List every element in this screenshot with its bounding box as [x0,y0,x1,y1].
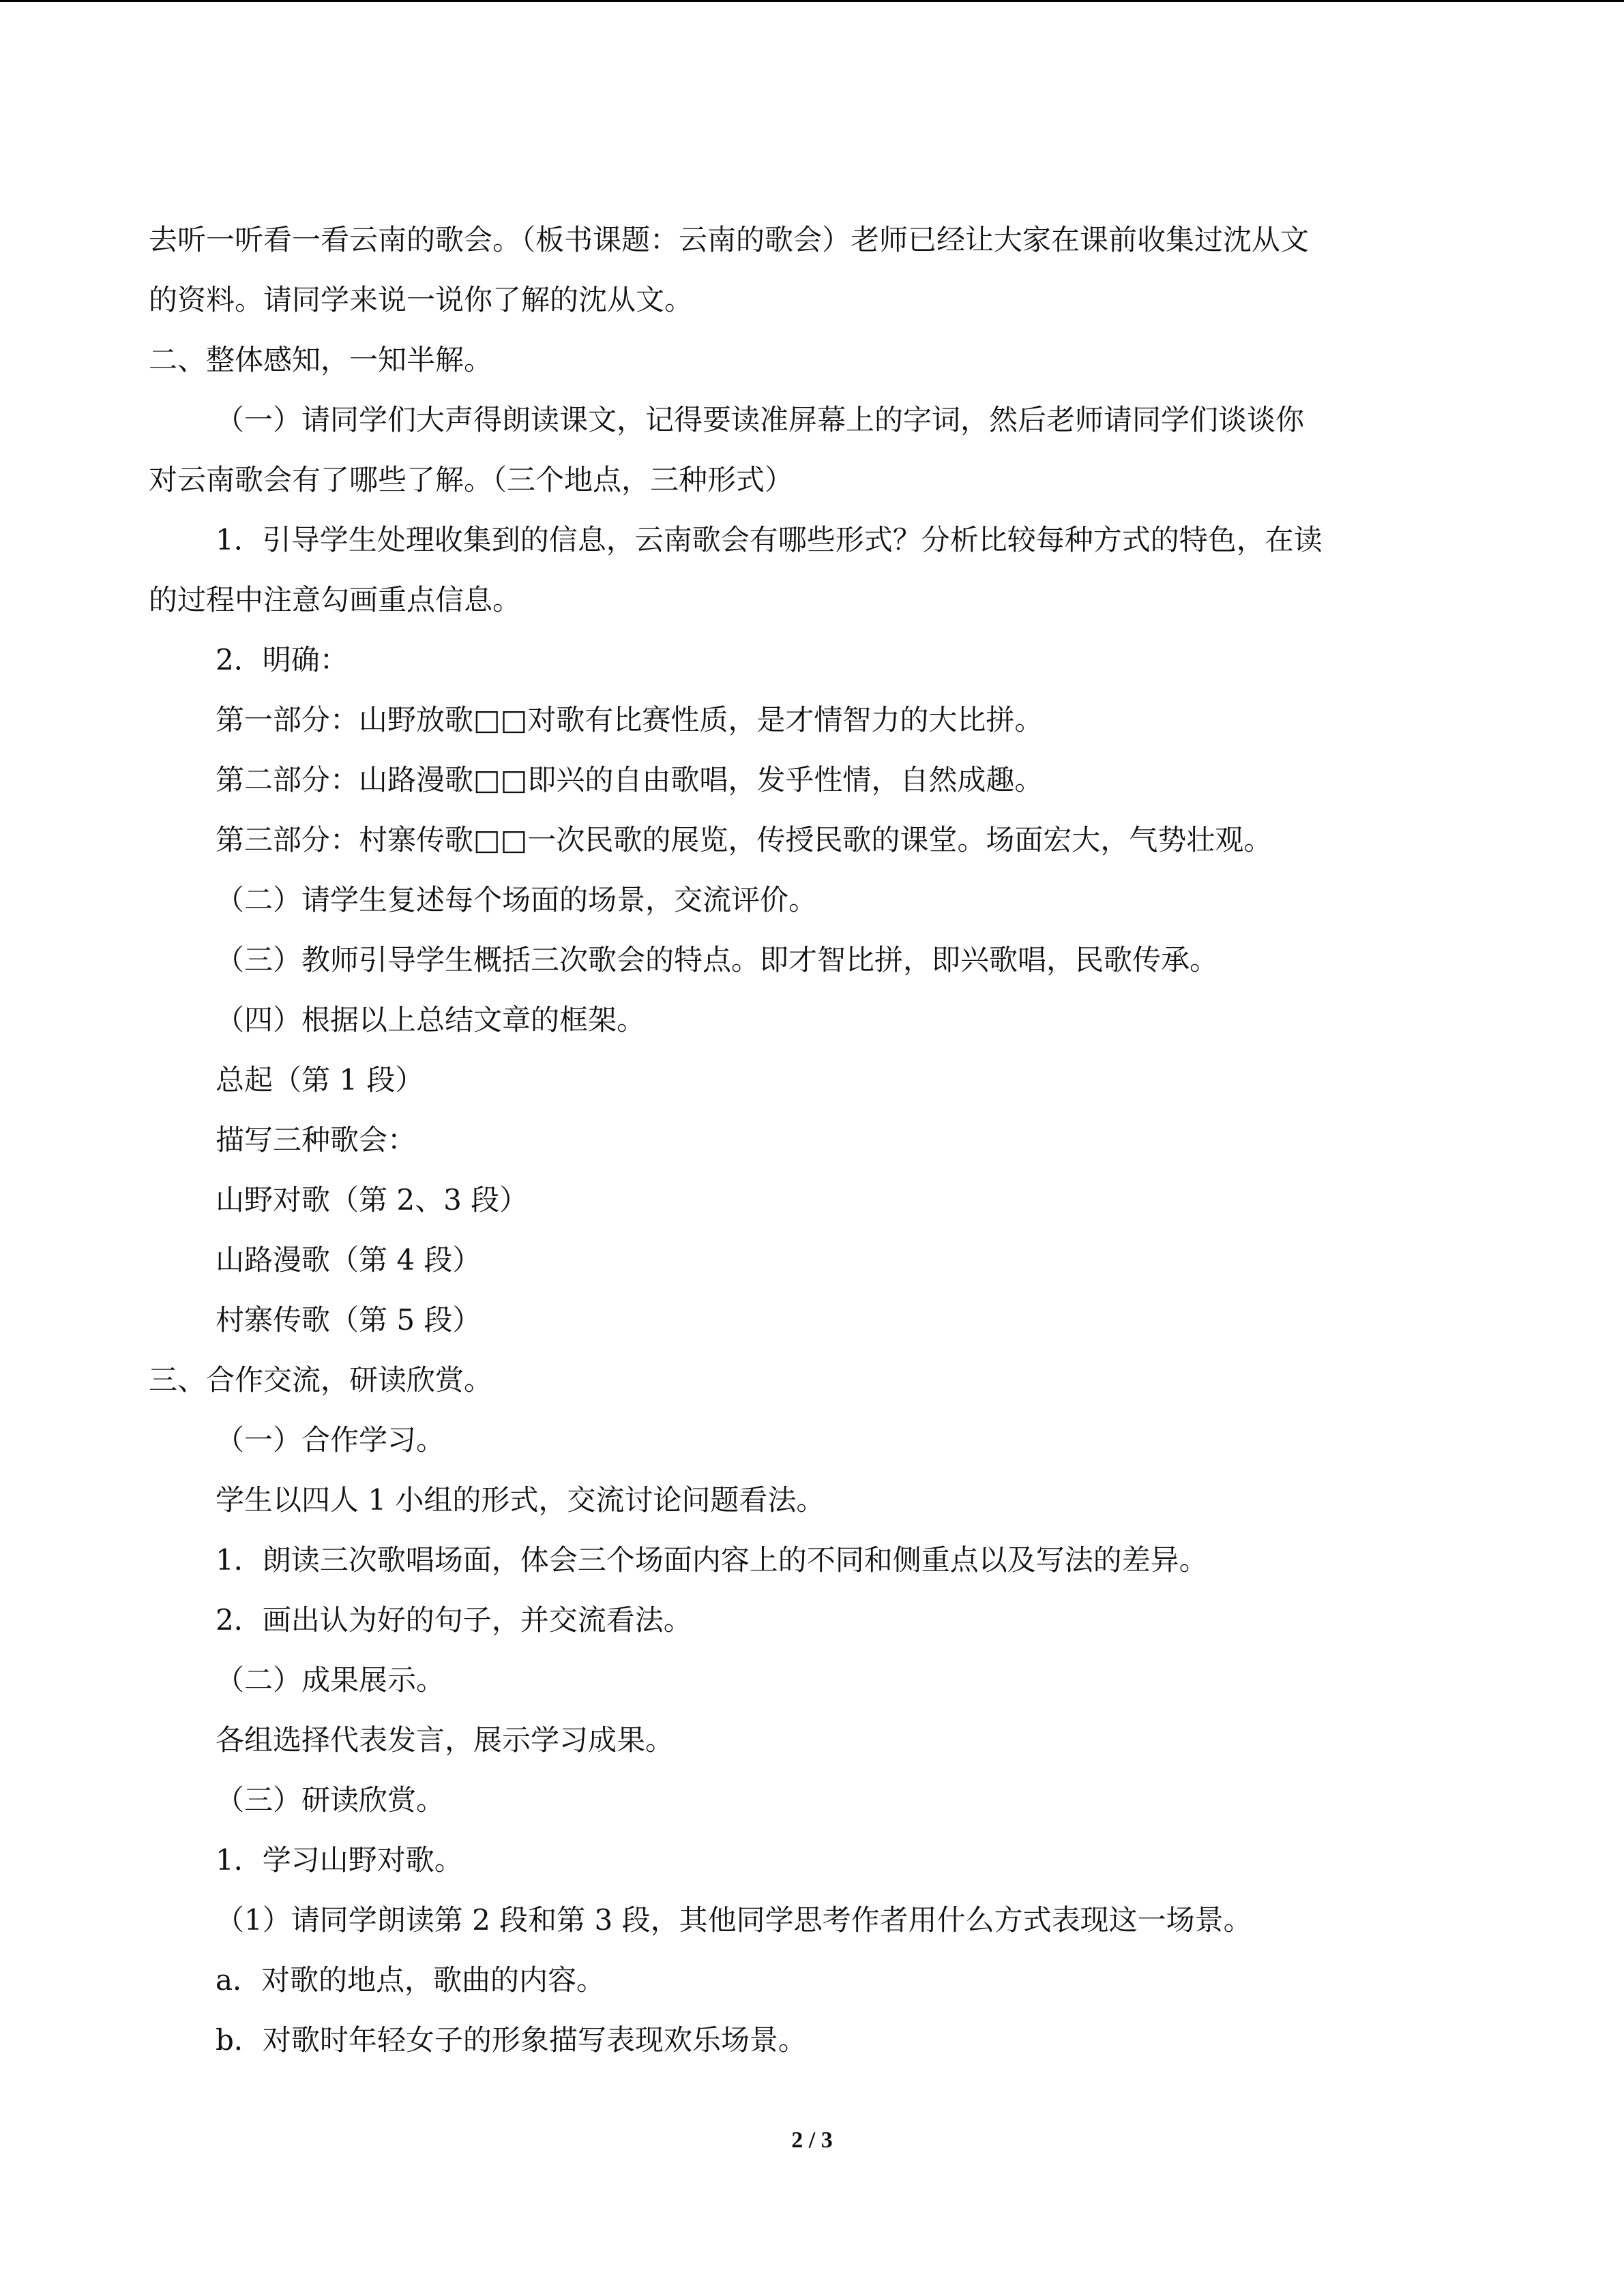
paragraph-line: 去听一听看一看云南的歌会。（板书课题：云南的歌会）老师已经让大家在课前收集过沈从文 [149,223,1310,256]
paragraph-line: 的资料。请同学来说一说你了解的沈从文。 [149,283,694,316]
paragraph-line: 第三部分：村寨传歌□□一次民歌的展览，传授民歌的课堂。场面宏大，气势壮观。 [216,823,1273,856]
paragraph-line: b．对歌时年轻女子的形象描写表现欢乐场景。 [216,2023,807,2057]
paragraph-line: （二）请学生复述每个场面的场景，交流评价。 [216,883,818,916]
paragraph-line: （三）研读欣赏。 [216,1783,445,1817]
paragraph-line: 1．引导学生处理收集到的信息，云南歌会有哪些形式？分析比较每种方式的特色，在读 [216,523,1323,556]
paragraph-line: 学生以四人 1 小组的形式，交流讨论问题看法。 [216,1483,825,1517]
paragraph-line: （三）教师引导学生概括三次歌会的特点。即才智比拼，即兴歌唱，民歌传承。 [216,943,1219,976]
document-body [149,210,1479,2070]
paragraph-line: 1．朗读三次歌唱场面，体会三个场面内容上的不同和侧重点以及写法的差异。 [216,1543,1208,1577]
paragraph-line: （一）合作学习。 [216,1423,445,1457]
paragraph-line: 1．学习山野对歌。 [216,1843,463,1877]
paragraph-line: （一）请同学们大声得朗读课文，记得要读准屏幕上的字词，然后老师请同学们谈谈你 [216,403,1305,436]
paragraph-line: 第二部分：山路漫歌□□即兴的自由歌唱，发乎性情，自然成趣。 [216,763,1044,796]
paragraph-line: 的过程中注意勾画重点信息。 [149,583,522,616]
paragraph-line: 2．画出认为好的句子，并交流看法。 [216,1603,692,1637]
top-border-rule [0,0,1624,2]
paragraph-line: 对云南歌会有了哪些了解。（三个地点，三种形式） [149,463,794,496]
paragraph-line: 2．明确： [216,643,349,676]
paragraph-line: 总起（第 1 段） [216,1063,424,1097]
paragraph-line: 山路漫歌（第 4 段） [216,1243,482,1277]
section-heading: 三、合作交流，研读欣赏。 [149,1363,493,1397]
paragraph-line: 描写三种歌会： [216,1123,417,1157]
paragraph-line: 第一部分：山野放歌□□对歌有比赛性质，是才情智力的大比拼。 [216,703,1044,736]
paragraph-line: a．对歌的地点，歌曲的内容。 [216,1963,606,1997]
paragraph-line: 山野对歌（第 2、3 段） [216,1183,529,1217]
section-heading: 二、整体感知，一知半解。 [149,343,493,376]
page-number: 2 / 3 [791,2128,833,2153]
paragraph-line: （四）根据以上总结文章的框架。 [216,1003,646,1037]
paragraph-line: 村寨传歌（第 5 段） [216,1303,482,1337]
paragraph-line: （二）成果展示。 [216,1663,445,1697]
paragraph-line: 各组选择代表发言，展示学习成果。 [216,1723,675,1757]
paragraph-line: （1）请同学朗读第 2 段和第 3 段，其他同学思考作者用什么方式表现这一场景。 [216,1903,1252,1937]
